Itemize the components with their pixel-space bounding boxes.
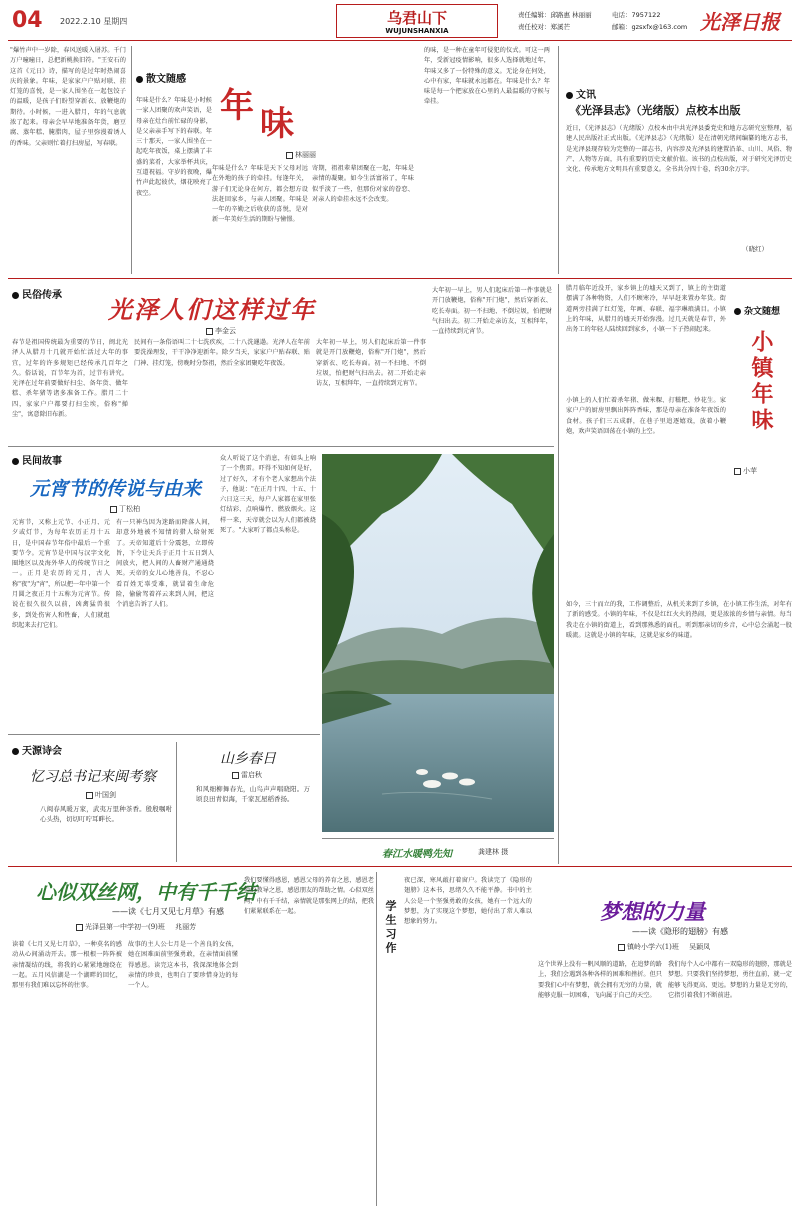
article2-title: 光泽人们这样过年 [108,296,316,324]
page-header [0,0,800,40]
article-a-subtitle: ——读《七月又见七月草》有感 [112,907,224,916]
title-char-2: 味 [260,104,294,144]
article3-col3: 众人听说了这个消息，有如头上响了一个焦雷。吓得不知如何是好，过了好久，才有个老人家想出个法子，他说："在正月十四、十五、十六日这三天，每户人家都在家里张灯结彩、点响爆竹、燃放烟火。这样一来，天帝就会以为人们都被烧死了。"大家听了都点头称是。 [220,455,316,535]
poem1-byline: 叶国剑 [86,790,116,800]
article-b-col2: 这个世界上没有一帆风顺的道路，在追梦的路上，我们会遇到各种各样的困难和挫折。但只要我们心中有梦想，就会拥有无穷的力量，就能够克服一切困难，飞向属于自己的天空。 [538,961,662,999]
author-box-icon [110,506,117,513]
article4-byline: 小苹 [734,466,757,476]
article-b-col1: 夜已深，寒风敲打着窗户。我读完了《隐形的翅膀》这本书，思绪久久不能平静。书中的主人公是一个坚强勇敢的女孩，她有一个远大的梦想，为了实现这个梦想，她付出了常人难以想象的努力。 [404,877,532,926]
photo-caption-title: 春江水暖鸭先知 [382,849,452,860]
column-pinyin: WUJUNSHANXIA [385,27,449,35]
section-label-story: 民间故事 [12,452,62,467]
paper-name-logo: 光泽日报 [700,10,780,34]
section-label-news: 文讯 [566,86,596,101]
author-box-icon [286,152,293,159]
notice-body: 近日，《光泽县志》（光绪版）点校本由中共光泽县委党史和地方志研究室整理，福建人民出版社正式出版。《光泽县志》（光绪版）是在清朝光绪间编纂的地方志书，是光泽县现存较为完整的一部志书，内容涉及光泽县的建置沿革、山川、风俗、物产、人物等方面，具有重要的历史文献价值。该书的点校出版，对于研究光泽历史文化、传承地方文明具有重要意义。全书共分四十卷，约30余万字。 [566,125,792,174]
article-b-byline: 镇岭小学六(1)班 吴颖凤 [618,942,710,952]
bullet-icon [12,292,19,299]
author-box-icon [734,468,741,475]
bullet-icon [566,92,573,99]
bullet-icon [12,458,19,465]
article1-byline: 林丽丽 [286,150,316,160]
student-section-text: 学生习作 [384,900,397,956]
article-a-col2: 故事的主人公七月是一个善良的女孩，她在困难面前坚强勇敢，在亲情面前懂得感恩。读完这本书，我深深地体会到亲情的珍贵，也明白了要珍惜身边的每一个人。 [128,941,238,990]
bullet-icon [136,76,143,83]
poem2-title: 山乡春日 [220,751,276,767]
landscape-photo [322,454,554,832]
bullet-icon [734,308,741,315]
photo-lake-ducks-image [322,454,554,832]
article3-title: 元宵节的传说与由来 [30,478,202,500]
article1-lead-column: "爆竹声中一岁除，春风送暖入屠苏。千门万户曈曈日，总把新桃换旧符。"王安石的这首《元日》诗，描写的是过年时热闹喜庆的景象。年味，是家家户户贴对联、挂灯笼的喜悦，是一家人围坐在一起包饺子的温暖，是孩子们盼望穿新衣、放鞭炮的期待。小时候，一进入腊月，年的气息就浓了起来。母亲会早早地准备年货，磨豆腐、蒸年糕、腌腊肉，屋子里弥漫着诱人的香味。父亲则忙着打扫房屋，写春联。 [10,47,126,147]
divider [376,872,377,1206]
column-banner [336,4,498,38]
author-box-icon [206,328,213,335]
divider [558,46,559,274]
article2-col2: 民间有一条俗语叫二十七洗疚疾，二十八洗邋遢。光泽人在年前要洗澡理发，干干净净迎新年。除夕当天，家家户户贴春联、贴门神、挂灯笼，傍晚时分祭祖，然后全家团聚吃年夜饭。 [134,339,310,367]
article-a-byline: 光泽县第一中学初一(9)班 兆丽芳 [76,922,196,932]
title-char-1: 年 [220,86,254,126]
column-title: 乌君山下 [386,9,447,27]
article4-col-top: 腊月临年近没开，家乡镇上的墟天又到了，镇上的主街道摆满了各种物资，人们不顾寒冷，早早赶来置办年货。街道两旁挂满了红灯笼，年画、春联、福字琳琅满目。小镇上的年味，从腊月的墟天开始弥漫。过几天就是春节，外出务工的年轻人陆续回到家乡，小镇一下子热闹起来。 [566,285,726,334]
photo-credit: 龚建林 摄 [478,848,509,856]
section-label-folk: 民俗传承 [12,286,62,301]
article4-vertical-title [746,330,786,460]
poem1-body: 八闽春风暖万家，武夷万里种茶香。殷殷嘱咐心头热，切切叮咛耳畔长。 [40,805,172,824]
article1-col2: 年味是什么？年味是小时候一家人团聚的欢声笑语，是母亲在灶台前忙碌的身影，是父亲亲手写下的春联。年三十那天，一家人围坐在一起吃年夜饭，桌上摆满了丰盛的菜肴，大家举杯共庆，互道祝福。守岁的夜晚，爆竹声此起彼伏，烟花映亮了夜空。 [136,97,212,197]
article3-col1: 元宵节，又称上元节、小正月、元夕或灯节，为每年农历正月十五日，是中国春节年俗中最后一个重要节令。元宵节是中国与汉字文化圈地区以及海外华人的传统节日之一。正月是农历的元月，古人称"夜"为"宵"，所以把一年中第一个月圆之夜正月十五称为元宵节。传说在很久很久以前，凶禽猛兽很多，到处伤害人和牲畜，人们就组织起来去打它们。 [12,519,110,629]
author-box-icon [618,944,625,951]
article2-col1: 春节是祖国传统最为重要的节日，闽北光泽人从腊月十几就开始忙活过大年的事宜，过年的许多规矩已经传承几百年之久。俗话说，百节年为首，过节有讲究。光泽在过年前要做好扫尘、备年货、做年糕、杀年猪等诸多准备工作。腊月二十四，家家户户都要打扫尘埃，俗称"掸尘"，寓意除旧布新。 [12,339,128,419]
notice-author: （晓红） [742,245,768,253]
email-line: 邮箱：gzsxfx@163.com [612,23,688,31]
article1-col5: 的味，是一种在童年可侵犯的仪式。可这一两年，受新冠疫情影响，很多人选择就地过年，年味又多了一份特殊的意义。无论身在何处，心中有家，年味就永远都在。年味是什么？年味是每一个把家放在心里的人最温暖的守候与牵挂。 [424,47,550,106]
poem1-title: 忆习总书记来闽考察 [30,769,156,785]
article-a-col3: 我们要懂得感恩，感恩父母的养育之恩，感恩老师的教导之恩，感恩朋友的帮助之情。心似双丝网，中有千千结，亲情就是那张网上的结，把我们紧紧联系在一起。 [244,877,374,915]
divider [558,284,559,864]
divider [8,278,792,279]
article3-byline: 丁松柏 [110,504,140,514]
section-label-misc: 杂文随想 [734,304,794,317]
author-box-icon [232,772,239,779]
proof-line: 责任校对：郑溪芒 [518,23,570,31]
bullet-icon [12,748,19,755]
article2-col3: 大年初一早上，男人们起床后第一件事就是开门放鞭炮，俗称"开门炮"，然后穿新衣、吃长寿面。初一不扫地、不倒垃圾，怕把财气扫出去。初二开始走亲访友，互相拜年，一直持续到元宵节。 [316,339,426,388]
divider [131,46,132,274]
author-box-icon [86,792,93,799]
article-b-subtitle: ——读《隐形的翅膀》有感 [632,927,728,936]
article2-byline: 李金云 [206,326,236,336]
article1-col3: 年味是什么？年味是天下父母对远在外地的孩子的牵挂。每逢年关，游子们无论身在何方，都会想方设法赶回家乡，与亲人团聚。年味是一年的辛勤之后收获的喜悦，是对新一年美好生活的期盼与憧憬。 [212,165,308,224]
divider [8,734,320,735]
article1-col4: 寄期，祖祖辈辈团聚在一起，年味是亲情的凝聚。如今生活富裕了，年味似乎淡了一些，但那份对家的眷恋、对亲人的牵挂永远不会改变。 [312,165,414,203]
issue-date: 2022.2.10 星期四 [60,17,128,26]
poem2-body: 和风细柳舞春光，山鸟声声唱晓阳。万顷良田青似海，千家瓦屋稻香扬。 [196,785,310,804]
article-a-col1: 读着《七月又见七月草》，一种莫名的感动从心间涌动开去。那一根根一阵阵被亲情凝结的线，将我的心紧紧地缠绕在一起。五月风信湖是一个湖畔的回忆，那里有我们难以忘怀的往事。 [12,941,122,990]
author-box-icon [76,924,83,931]
article4-title: 小镇年味 [748,330,774,434]
article4-col-bottom: 如今，三十而立的我，工作调整后，从机关来到了乡镇，在小镇工作生活，对年有了新的感受。小镇的年味，不仅是红红火火的热闹，更是浓浓的乡情与亲情。每当我走在小镇的街道上，看到那熟悉的面孔，听到那亲切的乡音，心中总会涌起一股暖流。这就是小镇的年味，这就是家乡的味道。 [566,601,792,639]
editor-line: 责任编辑：邱路惠 林丽丽 [518,11,592,19]
poem2-byline: 雷启秋 [232,770,262,780]
divider [8,446,554,447]
article-b-col3: 我们每个人心中都有一双隐形的翅膀，那就是梦想。只要我们坚持梦想，勇往直前，就一定能够飞得更高、更远。梦想的力量是无穷的，它指引着我们不断前进。 [668,961,792,999]
article-b-title: 梦想的力量 [600,900,705,924]
article-a-title: 心似双丝网，中有千千结 [36,880,256,904]
photo-caption [322,838,554,861]
page-number: 04 [12,8,43,33]
divider [176,742,177,862]
article4-col-mid: 小镇上的人们忙着杀年猪、做米粿、打糍粑、炒花生。家家户户的厨房里飘出阵阵香味，那是母亲在准备年夜饭的食材。孩子们三五成群，在巷子里追逐嬉戏，放着小鞭炮，欢声笑语回荡在小镇的上空。 [566,397,726,435]
article3-col2: 有一只神鸟因为迷路而降落人间，却意外地被不知情的猎人给射死了。天帝知道后十分震怒，立即传旨，下令让天兵于正月十五日到人间放火，把人间的人畜财产通通烧死。天帝的女儿心地善良，不忍心看百姓无辜受难，就冒着生命危险，偷偷驾着祥云来到人间，把这个消息告诉了人们。 [116,519,214,609]
divider [8,866,792,867]
phone-line: 电话：7957122 [612,11,661,19]
article2-col4: 大年初一早上，男人们起床后第一件事就是开门放鞭炮，俗称"开门炮"，然后穿新衣、吃长寿面。初一不扫地、不倒垃圾，怕把财气扫出去。初二开始走亲访友，互相拜年，一直持续到元宵节。 [432,287,552,336]
student-section-label [382,900,400,1060]
header-rule [8,40,792,41]
article1-title [220,74,320,144]
notice-title: 《光泽县志》（光绪版）点校本出版 [570,104,741,117]
section-label-essay: 散文随感 [136,70,186,85]
section-label-poetry: 天源诗会 [12,742,62,757]
